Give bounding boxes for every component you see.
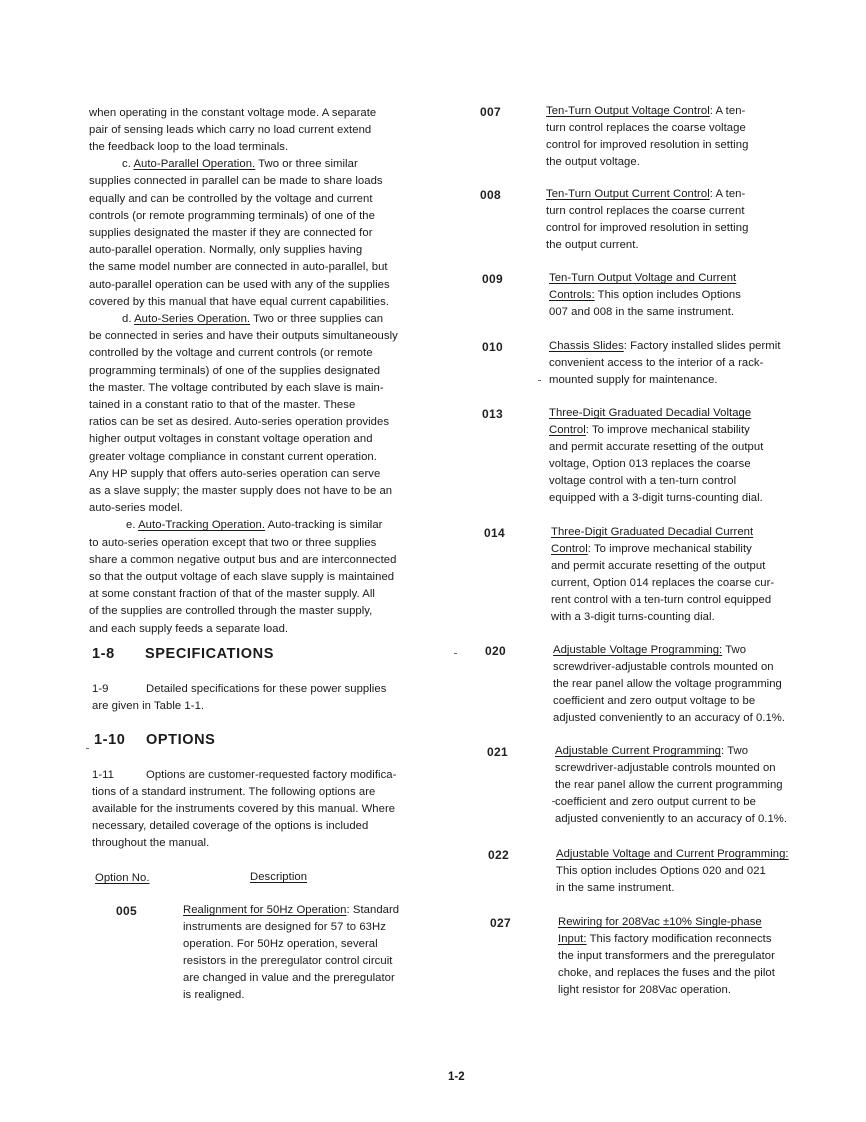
option-code: 022 xyxy=(488,848,509,862)
body-text-line: at some constant fraction of that of the master supply. All xyxy=(89,588,375,601)
option-description-line: 007 and 008 in the same instrument. xyxy=(549,305,735,318)
scan-mark xyxy=(454,653,457,654)
body-text-line: the master. The voltage contributed by each slave is main- xyxy=(89,381,384,394)
text-run: Auto-tracking is similar xyxy=(265,519,383,532)
text-run: : To improve mechanical stability xyxy=(585,423,750,436)
option-code: 008 xyxy=(480,188,501,202)
option-description-line xyxy=(558,914,762,931)
body-text-line: greater voltage compliance in constant current operation. xyxy=(89,450,377,463)
underlined-term: Three-Digit Graduated Decadial Current xyxy=(551,526,754,538)
body-text-line: tained in a constant ratio to that of the master. These xyxy=(89,398,356,411)
option-description-line xyxy=(549,338,781,355)
option-description-line xyxy=(549,270,736,287)
option-description-line: coefficient and zero output current to be xyxy=(555,795,756,808)
section-title-options: OPTIONS xyxy=(146,732,216,748)
section-number-1-10: 1-10 xyxy=(94,732,126,748)
section-number-1-8: 1-8 xyxy=(92,646,115,662)
body-text-line: pair of sensing leads which carry no load current extend xyxy=(89,123,372,136)
paragraph-number-1-11: 1-11 xyxy=(92,769,114,781)
body-text-line: the feedback loop to the load terminals. xyxy=(89,140,289,153)
option-description-line xyxy=(546,186,745,203)
option-description-line: the rear panel allow the current programming xyxy=(555,778,783,791)
scan-mark xyxy=(86,748,89,749)
body-text-line: as a slave supply; the master supply does not have to be an xyxy=(89,484,393,497)
option-description-line: control for improved resolution in setting xyxy=(546,221,749,234)
underlined-term: Control xyxy=(551,542,588,555)
option-description-line xyxy=(556,846,789,863)
body-text-line: higher output voltages in constant voltage operation and xyxy=(89,433,373,446)
paragraph-1-11-line: necessary, detailed coverage of the options is included xyxy=(92,820,369,832)
text-run: This factory modification reconnects xyxy=(586,932,772,945)
body-text-line: controls (or remote programming terminals) of one of the xyxy=(89,209,375,222)
text-run: This option includes Options xyxy=(594,288,741,301)
option-description-line xyxy=(549,287,741,304)
body-text-line: and each supply feeds a separate load. xyxy=(89,622,289,635)
option-description-line xyxy=(551,541,752,558)
option-description-line: adjusted conveniently to an accuracy of 0.1%. xyxy=(555,812,788,825)
option-description-line xyxy=(551,524,753,541)
option-code: 014 xyxy=(484,526,505,540)
option-description-line: turn control replaces the coarse current xyxy=(546,204,745,217)
underlined-term: Adjustable Current Programming xyxy=(555,745,722,757)
page-number: 1-2 xyxy=(448,1071,465,1083)
option-code: 009 xyxy=(482,272,503,286)
option-description-line xyxy=(555,743,748,760)
underlined-term: Ten-Turn Output Current Control xyxy=(546,188,710,200)
underlined-term: Ten-Turn Output Voltage and Current xyxy=(549,272,737,284)
option-description-line xyxy=(183,902,399,919)
option-description-line xyxy=(553,642,746,659)
text-run: : Standard xyxy=(346,904,400,916)
option-code: 021 xyxy=(487,745,508,759)
body-text-line: ratios can be set as desired. Auto-series operation provides xyxy=(89,416,390,429)
text-run: : Factory installed slides permit xyxy=(623,340,781,352)
option-description-line: turn control replaces the coarse voltage xyxy=(546,121,746,134)
underlined-term: Chassis Slides xyxy=(549,340,624,352)
option-description-line: coefficient and zero output voltage to be xyxy=(553,694,756,707)
option-description-line: adjusted conveniently to an accuracy of 0.1%. xyxy=(553,711,786,724)
underlined-term: Input: xyxy=(558,932,587,945)
option-description-line: in the same instrument. xyxy=(556,881,675,894)
option-description-line: with a 3-digit turns-counting dial. xyxy=(551,610,715,623)
underlined-term: Rewiring for 208Vac ±10% Single-phase xyxy=(558,916,762,928)
underlined-term: Control xyxy=(549,423,586,436)
option-description-line: This option includes Options 020 and 021 xyxy=(556,864,766,877)
option-description-line: mounted supply for maintenance. xyxy=(549,373,718,386)
section-title-specifications: SPECIFICATIONS xyxy=(145,646,274,662)
body-text-line: share a common negative output bus and are interconnected xyxy=(89,553,397,566)
body-text-line: programming terminals) of one of the supplies designated xyxy=(89,364,381,377)
option-description-line: and permit accurate resetting of the output xyxy=(549,440,764,453)
paragraph-1-9-line: Detailed specifications for these power supplies xyxy=(146,683,387,695)
body-text-line: auto-series model. xyxy=(89,502,183,515)
body-text-line: auto-parallel operation can be used with any of the supplies xyxy=(89,278,390,291)
option-description-line: voltage control with a ten-turn control xyxy=(549,474,737,487)
option-description-line xyxy=(546,103,745,120)
option-code: 007 xyxy=(480,105,501,119)
option-description-line: is realigned. xyxy=(183,988,245,1001)
option-description-line xyxy=(549,405,751,422)
underlined-term: Auto-Tracking Operation. xyxy=(138,519,266,532)
text-run: : Two xyxy=(721,745,749,757)
body-text-line xyxy=(126,517,382,534)
text-run: : A ten- xyxy=(709,105,746,117)
option-code: 010 xyxy=(482,340,503,354)
underlined-term: Auto-Series Operation. xyxy=(134,312,251,325)
body-text-line: supplies connected in parallel can be made to share loads xyxy=(89,175,383,188)
paragraph-1-11-line: Options are customer-requested factory modifica- xyxy=(146,769,397,781)
option-description-line: control for improved resolution in setting xyxy=(546,138,749,151)
text-run: e. xyxy=(126,519,139,532)
option-description-line: screwdriver-adjustable controls mounted on xyxy=(555,761,776,774)
option-description-line: instruments are designed for 57 to 63Hz xyxy=(183,920,386,933)
option-description-line: resistors in the preregulator control circuit xyxy=(183,954,393,967)
option-code: 013 xyxy=(482,407,503,421)
text-run: Two xyxy=(722,644,747,656)
paragraph-1-11-line: available for the instruments covered by this manual. Where xyxy=(92,803,396,815)
underlined-term: Adjustable Voltage and Current Programming: xyxy=(556,848,789,860)
text-run: c. xyxy=(122,158,134,171)
underlined-term: Adjustable Voltage Programming: xyxy=(553,644,723,656)
paragraph-1-11-line: throughout the manual. xyxy=(92,837,210,849)
body-text-line xyxy=(122,156,358,173)
scan-mark xyxy=(552,801,555,802)
text-run: d. xyxy=(122,312,135,325)
body-text-line: covered by this manual that have equal current capabilities. xyxy=(89,295,390,308)
scan-mark xyxy=(538,380,541,381)
option-description-line: the input transformers and the preregulator xyxy=(558,949,775,962)
column-header-description: Description xyxy=(250,871,308,883)
body-text-line xyxy=(122,311,383,328)
option-description-line: are changed in value and the preregulator xyxy=(183,971,395,984)
body-text-line: so that the output voltage of each slave supply is maintained xyxy=(89,570,395,583)
body-text-line: Any HP supply that offers auto-series operation can serve xyxy=(89,467,381,480)
paragraph-1-9-line: are given in Table 1-1. xyxy=(92,700,205,712)
option-description-line xyxy=(558,931,772,948)
paragraph-1-11-line: tions of a standard instrument. The following options are xyxy=(92,786,376,798)
paragraph-number-1-9: 1-9 xyxy=(92,683,109,695)
body-text-line: supplies designated the master if they are connected for xyxy=(89,226,373,239)
option-description-line: screwdriver-adjustable controls mounted on xyxy=(553,660,774,673)
option-description-line: operation. For 50Hz operation, several xyxy=(183,937,378,950)
option-description-line: and permit accurate resetting of the output xyxy=(551,559,766,572)
underlined-term: Realignment for 50Hz Operation xyxy=(183,904,347,916)
text-run: : A ten- xyxy=(709,188,746,200)
body-text-line: to auto-series operation except that two or three supplies xyxy=(89,536,377,549)
option-description-line: equipped with a 3-digit turns-counting dial. xyxy=(549,491,763,504)
body-text-line: equally and can be controlled by the voltage and current xyxy=(89,192,373,205)
underlined-term: Controls: xyxy=(549,288,595,301)
option-description-line: convenient access to the interior of a rack- xyxy=(549,356,764,369)
underlined-term: Ten-Turn Output Voltage Control xyxy=(546,105,710,117)
option-description-line: rent control with a ten-turn control equipped xyxy=(551,593,772,606)
body-text-line: controlled by the voltage and current controls (or remote xyxy=(89,347,373,360)
body-text-line: be connected in series and have their outputs simultaneously xyxy=(89,330,398,343)
option-code: 020 xyxy=(485,644,506,658)
option-description-line: the output voltage. xyxy=(546,155,640,168)
text-run: Two or three supplies can xyxy=(250,312,384,325)
body-text-line: when operating in the constant voltage mode. A separate xyxy=(89,106,377,119)
option-description-line: choke, and replaces the fuses and the pilot xyxy=(558,966,775,979)
text-run: : To improve mechanical stability xyxy=(587,542,752,555)
body-text-line: of the supplies are controlled through the master supply, xyxy=(89,605,373,618)
body-text-line: auto-parallel operation. Normally, only supplies having xyxy=(89,244,363,257)
option-description-line: voltage, Option 013 replaces the coarse xyxy=(549,457,751,470)
option-description-line: the rear panel allow the voltage programming xyxy=(553,677,782,690)
body-text-line: the same model number are connected in auto-parallel, but xyxy=(89,261,388,274)
option-code: 005 xyxy=(116,904,137,918)
underlined-term: Auto-Parallel Operation. xyxy=(133,158,256,171)
option-description-line xyxy=(549,422,750,439)
option-description-line: current, Option 014 replaces the coarse cur- xyxy=(551,576,775,589)
underlined-term: Three-Digit Graduated Decadial Voltage xyxy=(549,407,752,419)
column-header-option-no: Option No. xyxy=(95,872,150,884)
text-run: Two or three similar xyxy=(255,158,358,171)
option-description-line: the output current. xyxy=(546,238,639,251)
option-description-line: light resistor for 208Vac operation. xyxy=(558,983,732,996)
option-code: 027 xyxy=(490,916,511,930)
